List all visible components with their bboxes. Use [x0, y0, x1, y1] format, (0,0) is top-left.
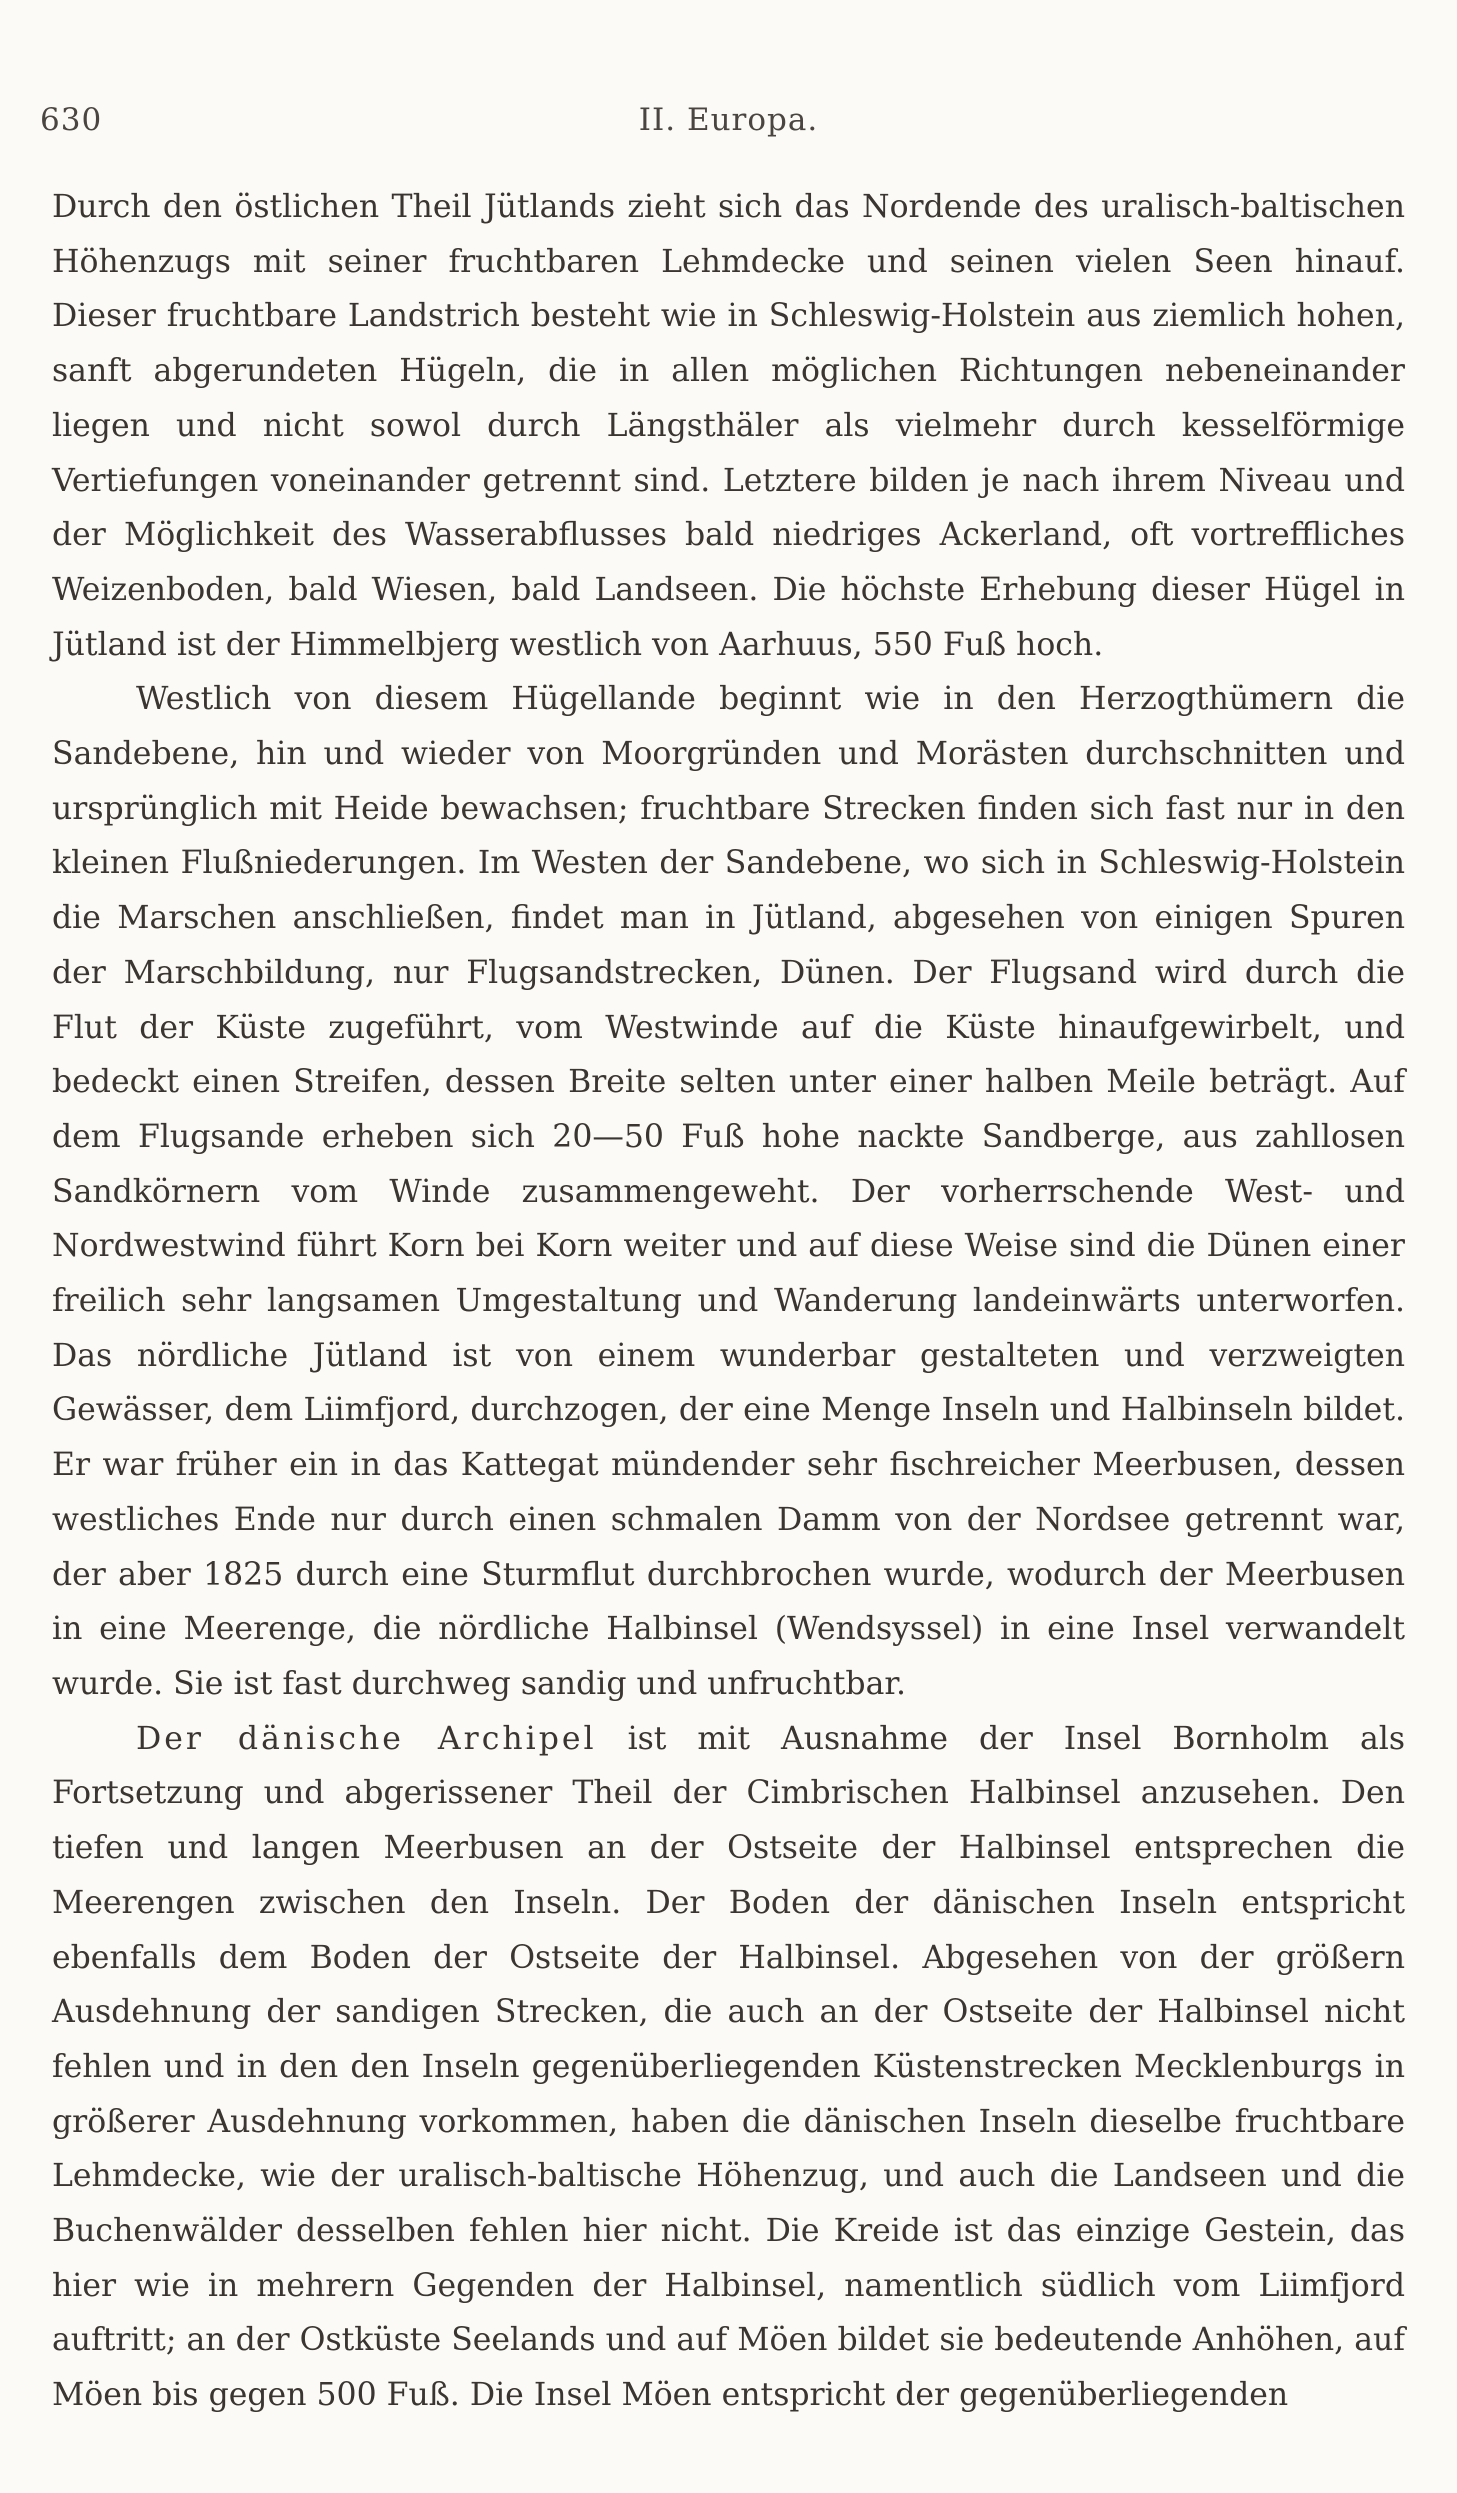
paragraph-jutland-east	[52, 180, 1405, 672]
paragraph-danish-archipel	[52, 1712, 1405, 2423]
paragraph-text: Westlich von diesem Hügellande beginnt wie in den Herzogthümern die Sandebene, hin und wieder von Moorgründen und Morästen durchschnitten und ursprünglich mit Heide bewachsen; fruchtbare Strecken finden sich fast nur in den kleinen Flußniederungen. Im Westen der Sandebene, wo sich in Schleswig-Holstein die Marschen anschließen, findet man in Jütland, abgesehen von einigen Spuren der Marschbildung, nur Flugsandstrecken, Dünen. Der Flugsand wird durch die Flut der Küste zugeführt, vom Westwinde auf die Küste hinaufgewirbelt, und bedeckt einen Streifen, dessen Breite selten unter einer halben Meile beträgt. Auf dem Flugsande erheben sich 20—50 Fuß hohe nackte Sandberge, aus zahllosen Sandkörnern vom Winde zusammengeweht. Der vorherrschende West- und Nordwestwind führt Korn bei Korn weiter und auf diese Weise sind die Dünen einer freilich sehr langsamen Umgestaltung und Wanderung landeinwärts unterworfen. Das nördliche Jütland ist von einem wunderbar gestalteten und verzweigten Gewässer, dem Liimfjord, durchzogen, der eine Menge Inseln und Halbinseln bildet. Er war früher ein in das Kattegat mündender sehr fischreicher Meerbusen, dessen westliches Ende nur durch einen schmalen Damm von der Nordsee getrennt war, der aber 1825 durch eine Sturmflut durchbrochen wurde, wodurch der Meerbusen in eine Meerenge, die nördliche Halbinsel (Wendsyssel) in eine Insel verwandelt wurde. Sie ist fast durchweg sandig und unfruchtbar.	[52, 681, 1405, 1702]
running-head: II. Europa.	[638, 102, 819, 138]
paragraph-text: ist mit Ausnahme der Insel Bornholm als Fortsetzung und abgerissener Theil der Cimbrischen Halbinsel anzusehen. Den tiefen und langen Meerbusen an der Ostseite der Halbinsel entsprechen die Meerengen zwischen den Inseln. Der Boden der dänischen Inseln entspricht ebenfalls dem Boden der Ostseite der Halbinsel. Abgesehen von der größern Ausdehnung der sandigen Strecken, die auch an der Ostseite der Halbinsel nicht fehlen und in den den Inseln gegenüberliegenden Küstenstrecken Mecklenburgs in größerer Ausdehnung vorkommen, haben die dänischen Inseln dieselbe fruchtbare Lehmdecke, wie der uralisch-baltische Höhenzug, und auch die Landseen und die Buchenwälder desselben fehlen hier nicht. Die Kreide ist das einzige Gestein, das hier wie in mehrern Gegenden der Halbinsel, namentlich südlich vom Liimfjord auftritt; an der Ostküste Seelands und auf Möen bildet sie bedeutende Anhöhen, auf Möen bis gegen 500 Fuß. Die Insel Möen entspricht der gegenüberliegenden	[52, 1720, 1406, 2414]
page-number: 630	[40, 102, 103, 138]
paragraph-jutland-west	[52, 672, 1405, 1711]
paragraph-lead: Der dänische Archipel	[136, 1720, 597, 1757]
page-header	[40, 102, 1417, 142]
paragraph-text: Durch den östlichen Theil Jütlands zieht sich das Nordende des uralisch-baltischen Höhenzugs mit seiner fruchtbaren Lehmdecke und seinen vielen Seen hinauf. Dieser fruchtbare Landstrich besteht wie in Schleswig-Holstein aus ziemlich hohen, sanft abgerundeten Hügeln, die in allen möglichen Richtungen nebeneinander liegen und nicht sowol durch Längsthäler als vielmehr durch kesselförmige Vertiefungen voneinander getrennt sind. Letztere bilden je nach ihrem Niveau und der Möglichkeit des Wasserabflusses bald niedriges Ackerland, oft vortreffliches Weizenboden, bald Wiesen, bald Landseen. Die höchste Erhebung dieser Hügel in Jütland ist der Himmelbjerg westlich von Aarhuus, 550 Fuß hoch.	[52, 189, 1405, 663]
body-text	[52, 180, 1405, 2423]
